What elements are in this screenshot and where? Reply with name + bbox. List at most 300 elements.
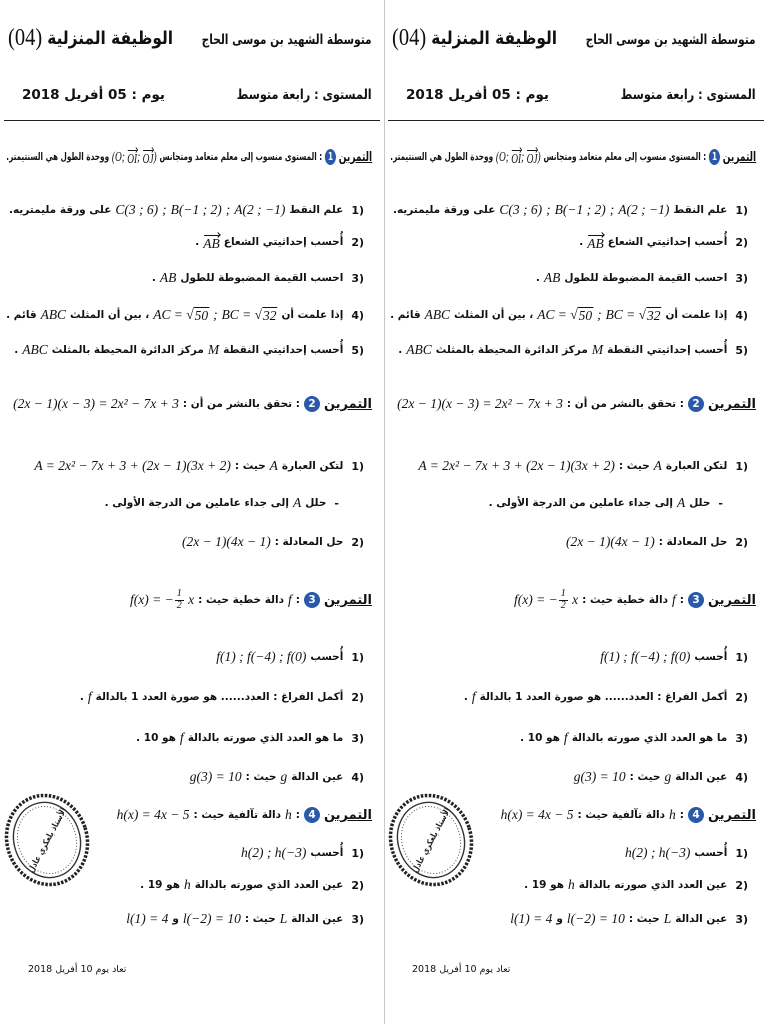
exercise-question — [390, 303, 748, 327]
arabic-text: هو 19 . — [140, 879, 180, 891]
math-expression — [664, 769, 671, 785]
arabic-text: : — [679, 594, 684, 606]
vector: AB — [587, 233, 604, 252]
exercise-question — [80, 685, 364, 709]
exercise-number-badge: 4 — [304, 807, 320, 823]
exercise-label: التمرين — [323, 807, 372, 823]
math-expression — [425, 307, 450, 323]
math-text: ABC — [22, 342, 48, 357]
exercise-question — [190, 765, 364, 789]
math-expression — [234, 202, 285, 218]
arabic-text: حيث : — [245, 771, 277, 783]
math-expression — [418, 458, 614, 474]
math-text: (O; — [111, 149, 128, 164]
math-text: A(2 ; −1) — [234, 202, 286, 217]
arabic-text: أكمل الفراغ : العدد...... هو صورة العدد 1 بالدالة — [479, 691, 728, 703]
exercise-question — [195, 230, 364, 254]
math-expression — [566, 534, 655, 550]
math-expression — [241, 845, 306, 861]
question-number: 2) — [351, 235, 364, 249]
arabic-text: : — [295, 809, 300, 821]
exercise-label: التمرين — [338, 149, 372, 165]
math-expression — [677, 495, 685, 511]
arabic-text: أُحسب — [310, 847, 344, 859]
math-expression — [654, 458, 662, 474]
math-text: BC = — [605, 306, 639, 322]
math-text: ABC — [406, 342, 432, 357]
exercise-question — [241, 841, 364, 865]
exercise-heading — [6, 145, 372, 169]
math-text: L — [663, 911, 672, 926]
header-divider — [388, 120, 764, 121]
math-text: ABC — [424, 307, 451, 322]
math-text: h — [567, 877, 575, 892]
math-text: f — [179, 730, 184, 745]
homework-sheet-copy — [384, 0, 768, 1024]
vector: AB — [203, 233, 220, 252]
square-root — [639, 307, 662, 324]
question-number: 2) — [735, 690, 748, 704]
vector: OI — [511, 148, 521, 167]
arabic-text: علم النقط — [673, 204, 728, 216]
exercise-question — [574, 765, 748, 789]
question-number: 1) — [351, 650, 364, 664]
math-text: h — [669, 807, 676, 822]
square-root — [255, 307, 278, 324]
fraction-denominator: 2 — [176, 599, 182, 611]
exercise-question — [9, 198, 364, 222]
arabic-text: عين العدد الذي صورته بالدالة — [194, 879, 344, 891]
exercise-heading — [501, 803, 756, 827]
arabic-text: حلل — [689, 497, 711, 509]
math-text: g — [664, 769, 672, 784]
math-expression — [537, 307, 593, 324]
math-expression — [184, 877, 191, 893]
question-number: 3) — [735, 271, 748, 285]
math-text: A — [292, 495, 302, 510]
radicand: √ 32 — [647, 307, 661, 323]
question-number: 4) — [735, 308, 748, 322]
teacher-stamp — [2, 790, 92, 890]
math-expression — [472, 689, 476, 705]
arabic-text: أُحسب إحداثيتي الشعاع — [607, 236, 728, 248]
question-number: 3) — [351, 271, 364, 285]
math-expression — [160, 270, 177, 286]
arabic-text: . — [398, 344, 403, 356]
math-expression — [208, 342, 219, 358]
arabic-text: لتكن العبارة — [281, 460, 344, 472]
math-expression — [544, 270, 561, 286]
math-text: (2x − 1)(4x − 1) — [566, 534, 655, 549]
question-number: 1) — [735, 459, 748, 473]
exercise-question — [489, 491, 723, 515]
homework-title — [392, 20, 557, 56]
math-text: f — [672, 592, 676, 607]
arabic-text: قائم . — [390, 309, 421, 321]
exercise-question — [140, 873, 364, 897]
math-text: ; — [162, 202, 167, 217]
arabic-text: أُحسب — [694, 847, 728, 859]
exercise-question — [398, 338, 748, 362]
arabic-text: . — [14, 344, 19, 356]
homework-title-text: الوظيفة المنزلية — [431, 27, 557, 49]
math-text: x — [568, 592, 579, 607]
question-number: 2) — [735, 535, 748, 549]
homework-date: يوم : 05 أفريل 2018 — [406, 87, 549, 103]
math-text: ABC — [40, 307, 67, 322]
math-expression — [126, 911, 168, 927]
exercise-question — [524, 873, 748, 897]
question-number: 4) — [351, 308, 364, 322]
math-text: g — [280, 769, 288, 784]
arabic-text: أُحسب — [694, 651, 728, 663]
arabic-text: دالة تآلفية حيث : — [577, 809, 666, 821]
exercise-question — [418, 454, 748, 478]
math-text: AB — [159, 270, 177, 285]
math-expression — [222, 307, 278, 324]
math-expression — [610, 202, 615, 218]
math-expression — [514, 589, 578, 611]
math-expression — [406, 342, 432, 358]
arabic-text: هو 10 . — [520, 732, 560, 744]
question-number: - — [334, 496, 339, 510]
math-expression — [672, 592, 676, 608]
arabic-text: على ورقة مليمتريه. — [8, 204, 112, 216]
fraction-numerator: 1 — [176, 588, 182, 599]
math-expression — [564, 730, 568, 746]
math-text: A — [653, 458, 662, 473]
exercise-question — [6, 303, 364, 327]
question-number: 2) — [351, 878, 364, 892]
question-number: 3) — [351, 731, 364, 745]
math-expression — [606, 307, 662, 324]
vector: OJ — [526, 148, 537, 167]
exercise-heading — [130, 588, 372, 612]
math-text: l(1) = 4 — [510, 911, 553, 926]
exercise-question — [216, 645, 364, 669]
arabic-text: حل المعادلة : — [658, 536, 728, 548]
exercise-number-badge: 2 — [688, 396, 704, 412]
homework-title — [8, 20, 173, 56]
question-number: 3) — [351, 912, 364, 926]
math-expression — [203, 233, 220, 252]
math-text: (O; — [495, 149, 512, 164]
question-number: 1) — [735, 203, 748, 217]
math-expression — [499, 202, 542, 218]
math-expression — [117, 807, 190, 823]
arabic-text: مركز الدائرة المحيطة بالمثلث — [51, 344, 204, 356]
exercise-heading — [397, 392, 756, 416]
math-expression — [41, 307, 66, 323]
math-expression — [171, 202, 222, 218]
arabic-text: حلل — [305, 497, 327, 509]
exercise-label: التمرين — [707, 396, 756, 412]
arabic-text: ووحدة الطول هي السنتيمتر. — [6, 151, 109, 163]
arabic-text: احسب القيمة المضبوطة للطول — [180, 272, 344, 284]
class-level: المستوى : رابعة متوسط — [237, 87, 372, 103]
exercise-number-badge: 4 — [688, 807, 704, 823]
question-number: 1) — [735, 846, 748, 860]
homework-number: (04) — [392, 24, 427, 51]
math-text: f — [87, 689, 92, 704]
square-root — [570, 307, 593, 324]
math-text: h(2) ; h(−3) — [241, 845, 307, 860]
exercise-question — [136, 726, 364, 750]
exercise-question — [579, 230, 748, 254]
square-root — [186, 307, 209, 324]
math-text: M — [207, 342, 220, 357]
math-text: ; — [213, 307, 218, 322]
math-expression — [567, 911, 625, 927]
homework-title-text: الوظيفة المنزلية — [47, 27, 173, 49]
stamp-text: الأستاذ بلعكري عادل — [410, 795, 460, 875]
math-expression — [88, 689, 92, 705]
math-text: C(3 ; 6) — [499, 202, 543, 217]
math-text: L — [279, 911, 288, 926]
arabic-text: حل المعادلة : — [274, 536, 344, 548]
arabic-text: حيث : — [234, 460, 266, 472]
math-expression — [182, 534, 271, 550]
math-text: l(−2) = 10 — [182, 911, 241, 926]
math-expression — [625, 845, 690, 861]
arabic-text: دالة خطية حيث : — [198, 594, 284, 606]
arabic-text: إلى جداء عاملين من الدرجة الأولى . — [488, 497, 673, 509]
math-text: BC = — [221, 306, 255, 322]
math-text: ; — [609, 202, 615, 217]
math-text: C(3 ; 6) — [115, 202, 159, 217]
math-expression — [555, 202, 606, 218]
math-text: f — [563, 730, 568, 745]
math-text: B(−1 ; 2) — [170, 202, 222, 217]
arabic-text: عين الدالة — [675, 771, 728, 783]
math-text: g(3) = 10 — [573, 769, 626, 784]
exercise-question — [126, 907, 364, 931]
resubmission-date: تعاد يوم 10 أفريل 2018 — [412, 964, 511, 975]
question-number: 1) — [351, 203, 364, 217]
math-text: f — [471, 689, 476, 704]
exercise-question — [182, 530, 364, 554]
arabic-text: هو 19 . — [524, 879, 564, 891]
exercise-question — [625, 841, 748, 865]
question-number: 2) — [351, 535, 364, 549]
arabic-text: : — [295, 594, 300, 606]
math-expression — [501, 807, 574, 823]
arabic-text: ، بين أن المثلث — [70, 309, 150, 321]
math-text: AC = — [537, 306, 571, 322]
arabic-text: عين الدالة — [291, 913, 344, 925]
class-level: المستوى : رابعة متوسط — [621, 87, 756, 103]
arabic-text: أُحسب إحداثيتي الشعاع — [223, 236, 344, 248]
exercise-question — [536, 266, 748, 290]
math-text: AC = — [153, 306, 187, 322]
vector: OJ — [142, 148, 153, 167]
math-expression — [183, 911, 241, 927]
arabic-text: : المستوى منسوب إلى معلم متعامد ومتجانس — [159, 151, 323, 163]
arabic-text: . — [535, 272, 540, 284]
exercise-label: التمرين — [323, 592, 372, 608]
arabic-text: ووحدة الطول هي السنتيمتر. — [390, 151, 493, 163]
exercise-heading — [117, 803, 372, 827]
column-divider — [384, 0, 385, 1024]
arabic-text: عين الدالة — [291, 771, 344, 783]
exercise-number-badge: 2 — [304, 396, 320, 412]
math-expression — [34, 458, 230, 474]
arabic-text: عين الدالة — [675, 913, 728, 925]
question-number: 5) — [351, 343, 364, 357]
arabic-text: احسب القيمة المضبوطة للطول — [564, 272, 728, 284]
math-expression — [213, 307, 217, 323]
homework-date: يوم : 05 أفريل 2018 — [22, 87, 165, 103]
math-expression — [285, 807, 292, 823]
arabic-text: : — [679, 809, 684, 821]
fraction-numerator: 1 — [560, 588, 566, 599]
math-text: A = 2x² − 7x + 3 + (2x − 1)(3x + 2) — [34, 458, 231, 473]
question-number: - — [718, 496, 723, 510]
arabic-text: دالة خطية حيث : — [582, 594, 668, 606]
exercise-label: التمرين — [707, 592, 756, 608]
question-number: 3) — [735, 912, 748, 926]
math-text: (2x − 1)(4x − 1) — [182, 534, 271, 549]
arabic-text: و — [172, 913, 179, 925]
header-divider — [4, 120, 380, 121]
math-expression — [190, 769, 242, 785]
teacher-stamp — [386, 790, 476, 890]
math-expression — [216, 649, 306, 665]
math-expression — [130, 589, 194, 611]
math-expression — [288, 592, 292, 608]
arabic-text: . — [79, 691, 84, 703]
math-expression — [592, 342, 603, 358]
math-text: A(2 ; −1) — [618, 202, 670, 217]
math-text: B(−1 ; 2) — [554, 202, 606, 217]
fraction — [175, 589, 184, 611]
math-text: AB — [543, 270, 561, 285]
arabic-text: . — [195, 236, 200, 248]
arabic-text: ، بين أن المثلث — [454, 309, 534, 321]
math-expression — [669, 807, 676, 823]
arabic-text: على ورقة مليمتريه. — [392, 204, 496, 216]
arabic-text: : المستوى منسوب إلى معلم متعامد ومتجانس — [543, 151, 707, 163]
arabic-text: دالة تآلفية حيث : — [193, 809, 282, 821]
arabic-text: . — [463, 691, 468, 703]
math-expression — [162, 202, 167, 218]
stamp-text: الأستاذ بلعكري عادل — [26, 795, 76, 875]
arabic-text: حيث : — [629, 771, 661, 783]
exercise-question — [566, 530, 748, 554]
math-expression — [153, 307, 209, 324]
exercise-question — [510, 907, 748, 931]
math-expression — [574, 769, 626, 785]
math-text: h(x) = 4x − 5 — [116, 807, 190, 822]
arabic-text: علم النقط — [289, 204, 344, 216]
math-expression — [280, 769, 287, 785]
math-expression — [226, 202, 231, 218]
math-expression — [280, 911, 288, 927]
question-number: 1) — [351, 459, 364, 473]
math-text: ; — [137, 149, 143, 164]
question-number: 1) — [735, 650, 748, 664]
math-expression — [664, 911, 672, 927]
resubmission-date: تعاد يوم 10 أفريل 2018 — [28, 964, 127, 975]
radicand: √ 32 — [263, 307, 277, 323]
exercise-number-badge: 3 — [688, 592, 704, 608]
arabic-text: لتكن العبارة — [665, 460, 728, 472]
exercise-question — [600, 645, 748, 669]
math-text: (2x − 1)(x − 3) = 2x² − 7x + 3 — [13, 396, 179, 411]
math-text: l(−2) = 10 — [566, 911, 625, 926]
arabic-text: أُحسب — [310, 651, 344, 663]
exercise-label: التمرين — [722, 149, 756, 165]
math-expression — [115, 202, 158, 218]
radicand: √ 50 — [194, 307, 209, 323]
math-text: (2x − 1)(x − 3) = 2x² − 7x + 3 — [397, 396, 563, 411]
exercise-label: التمرين — [707, 807, 756, 823]
question-number: 2) — [735, 235, 748, 249]
arabic-text: إذا علمت أن — [665, 309, 728, 321]
exercise-label: التمرين — [323, 396, 372, 412]
exercise-question — [34, 454, 364, 478]
exercise-question — [393, 198, 748, 222]
homework-number: (04) — [8, 24, 43, 51]
math-expression — [546, 202, 551, 218]
math-expression — [568, 877, 575, 893]
radicand: √ 50 — [578, 307, 593, 323]
math-expression — [587, 233, 604, 252]
math-text: A = 2x² − 7x + 3 + (2x − 1)(3x + 2) — [418, 458, 615, 473]
math-text: M — [591, 342, 604, 357]
arabic-text: ما هو العدد الذي صورته بالدالة — [571, 732, 728, 744]
arabic-text: قائم . — [6, 309, 37, 321]
arabic-text: أُحسب إحداثيتي النقطة — [223, 344, 344, 356]
math-expression — [600, 649, 690, 665]
math-expression — [180, 730, 184, 746]
arabic-text: : تحقق بالنشر من أن : — [566, 398, 684, 410]
exercise-heading — [514, 588, 756, 612]
math-text: h(2) ; h(−3) — [625, 845, 691, 860]
vector: OI — [127, 148, 137, 167]
exercise-heading — [390, 145, 756, 169]
school-name: متوسطة الشهيد بن موسى الحاج — [585, 32, 756, 48]
math-text: f(1) ; f(−4) ; f(0) — [600, 649, 691, 664]
arabic-text: و — [556, 913, 563, 925]
math-text: f(x) = − — [514, 592, 558, 607]
math-text: h(x) = 4x − 5 — [500, 807, 574, 822]
math-expression — [510, 911, 552, 927]
math-text: x — [184, 592, 195, 607]
arabic-text: أُحسب إحداثيتي النقطة — [607, 344, 728, 356]
arabic-text: إذا علمت أن — [281, 309, 344, 321]
math-expression — [597, 307, 601, 323]
arabic-text: . — [579, 236, 584, 248]
math-text: A — [269, 458, 278, 473]
arabic-text: عين العدد الذي صورته بالدالة — [578, 879, 728, 891]
exercise-heading — [13, 392, 372, 416]
fraction-denominator: 2 — [560, 599, 566, 611]
math-text: h — [285, 807, 292, 822]
math-expression — [22, 342, 48, 358]
exercise-number-badge: 1 — [709, 149, 720, 165]
question-number: 3) — [735, 731, 748, 745]
math-text: f — [288, 592, 292, 607]
exercise-question — [520, 726, 748, 750]
exercise-question — [464, 685, 748, 709]
math-text: h — [183, 877, 191, 892]
math-text: l(1) = 4 — [126, 911, 169, 926]
arabic-text: : تحقق بالنشر من أن : — [182, 398, 300, 410]
arabic-text: حيث : — [618, 460, 650, 472]
math-expression — [496, 148, 541, 167]
math-text: A — [676, 495, 686, 510]
